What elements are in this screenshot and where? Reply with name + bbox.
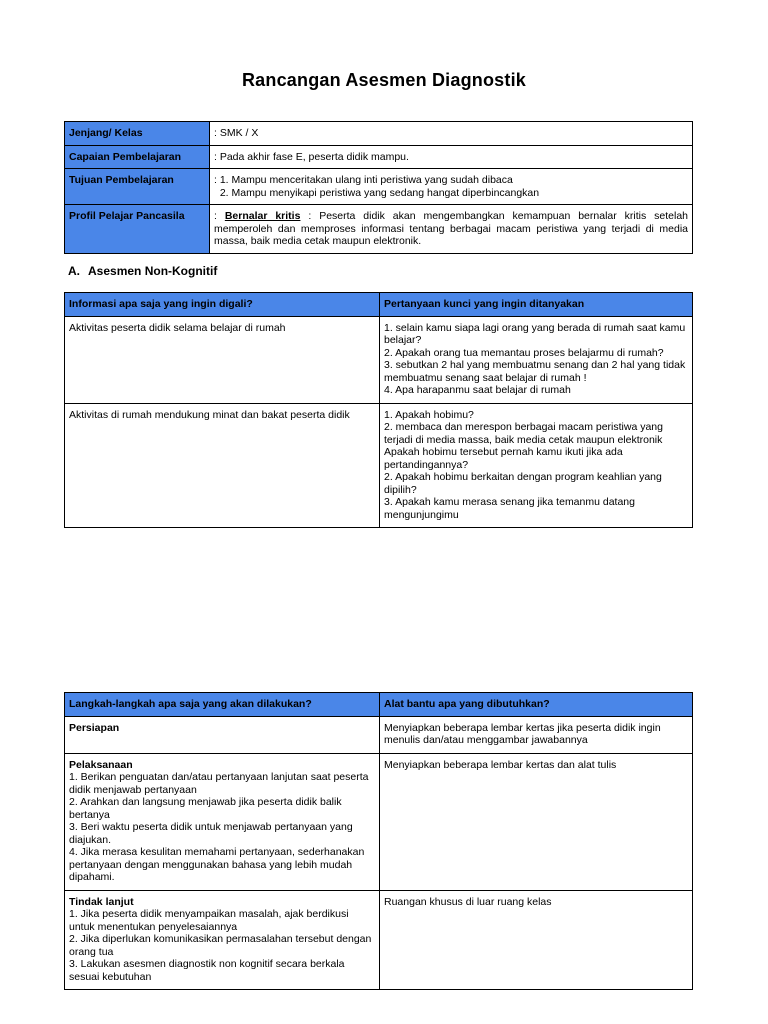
step-item: 1. Jika peserta didik menyampaikan masalah, ajak berdikusi untuk menentukan penyelesaiannya: [69, 908, 349, 933]
question-item: 1. Apakah hobimu?: [384, 408, 474, 421]
table-header-row: [65, 293, 693, 317]
step-title: Pelaksanaan: [69, 758, 133, 771]
profile-value: [210, 205, 693, 254]
questions-cell: [380, 403, 693, 528]
step-item: 3. Lakukan asesmen diagnostik non kognitif secara berkala sesuai kebutuhan: [69, 958, 345, 983]
question-item: 3. Apakah kamu merasa senang jika temanmu datang mengunjungimu: [384, 496, 635, 521]
tujuan-line: : 1. Mampu menceritakan ulang inti peristiwa yang sudah dibaca: [214, 174, 513, 186]
profile-row-jenjang: [65, 122, 693, 146]
profile-label: Jenjang/ Kelas: [65, 122, 210, 146]
column-header: Informasi apa saja yang ingin digali?: [65, 293, 380, 317]
profil-highlight: Bernalar kritis: [224, 210, 301, 222]
step-cell: [65, 890, 380, 990]
tool-cell: Menyiapkan beberapa lembar kertas dan alat tulis: [380, 753, 693, 890]
column-header: Pertanyaan kunci yang ingin ditanyakan: [380, 293, 693, 317]
table-header-row: [65, 693, 693, 717]
question-item: 1. selain kamu siapa lagi orang yang berada di rumah saat kamu belajar?: [384, 321, 686, 346]
step-item: 2. Arahkan dan langsung menjawab jika peserta didik balik bertanya: [69, 796, 342, 821]
section-heading: [68, 264, 217, 278]
question-item: 4. Apa harapanmu saat belajar di rumah: [384, 384, 571, 396]
step-title: Tindak lanjut: [69, 895, 134, 908]
table-row: [65, 753, 693, 890]
table-row: [65, 716, 693, 753]
table-row: [65, 890, 693, 990]
profile-row-profil: [65, 205, 693, 254]
profile-value: : SMK / X: [210, 122, 693, 146]
profile-table: [64, 121, 693, 254]
tool-cell: Menyiapkan beberapa lembar kertas jika peserta didik ingin menulis dan/atau menggambar jawabannya: [380, 716, 693, 753]
column-header: Langkah-langkah apa saja yang akan dilakukan?: [65, 693, 380, 717]
question-item: 3. sebutkan 2 hal yang membuatmu senang dan 2 hal yang tidak membuatmu senang saat belajar di rumah !: [384, 359, 686, 384]
info-cell: Aktivitas di rumah mendukung minat dan bakat peserta didik: [65, 403, 380, 528]
profile-label: Tujuan Pembelajaran: [65, 169, 210, 205]
profil-prefix: :: [214, 210, 225, 222]
step-cell: [65, 716, 380, 753]
profil-text: : Peserta didik akan mengembangkan kemampuan bernalar kritis setelah memperoleh dan memproses informasi tentang berbagai macam peristiwa yang terjadi di media massa, baik media cetak maupun elektronik.: [214, 210, 688, 247]
question-item: 2. Apakah hobimu berkaitan dengan program keahlian yang dipilih?: [384, 471, 662, 496]
questions-cell: [380, 316, 693, 403]
profile-row-tujuan: [65, 169, 693, 205]
step-item: 2. Jika diperlukan komunikasikan permasalahan tersebut dengan orang tua: [69, 933, 372, 958]
profile-value: : Pada akhir fase E, peserta didik mampu.: [210, 145, 693, 169]
step-item: 3. Beri waktu peserta didik untuk menjawab pertanyaan yang diajukan.: [69, 821, 353, 846]
question-item: 2. membaca dan merespon berbagai macam peristiwa yang terjadi di media massa, baik media cetak maupun elektronik Apakah hobimu tersebut pernah kamu ikuti jika ada pertandingannya?: [384, 421, 663, 471]
table-row: [65, 403, 693, 528]
tool-cell: Ruangan khusus di luar ruang kelas: [380, 890, 693, 990]
table-row: [65, 316, 693, 403]
step-item: 1. Berikan penguatan dan/atau pertanyaan lanjutan saat peserta didik menjawab pertanyaan: [69, 771, 369, 796]
column-header: Alat bantu apa yang dibutuhkan?: [380, 693, 693, 717]
section-title: Asesmen Non-Kognitif: [88, 264, 218, 278]
profile-row-capaian: [65, 145, 693, 169]
step-cell: [65, 753, 380, 890]
profile-label: Capaian Pembelajaran: [65, 145, 210, 169]
step-title: Persiapan: [69, 721, 120, 734]
page-title: Rancangan Asesmen Diagnostik: [241, 70, 526, 90]
step-item: 4. Jika merasa kesulitan memahami pertanyaan, sederhanakan pertanyaan dengan menggunakan bahasa yang lebih mudah dipahami.: [69, 846, 365, 883]
non-cognitive-questions-table: [64, 292, 693, 528]
section-number: A.: [68, 264, 80, 278]
info-cell: Aktivitas peserta didik selama belajar di rumah: [65, 316, 380, 403]
tujuan-line: 2. Mampu menyikapi peristiwa yang sedang hangat diperbincangkan: [214, 186, 540, 199]
question-item: 2. Apakah orang tua memantau proses belajarmu di rumah?: [384, 346, 664, 359]
profile-value: [210, 169, 693, 205]
implementation-steps-table: [64, 692, 693, 990]
profile-label: Profil Pelajar Pancasila: [65, 205, 210, 254]
